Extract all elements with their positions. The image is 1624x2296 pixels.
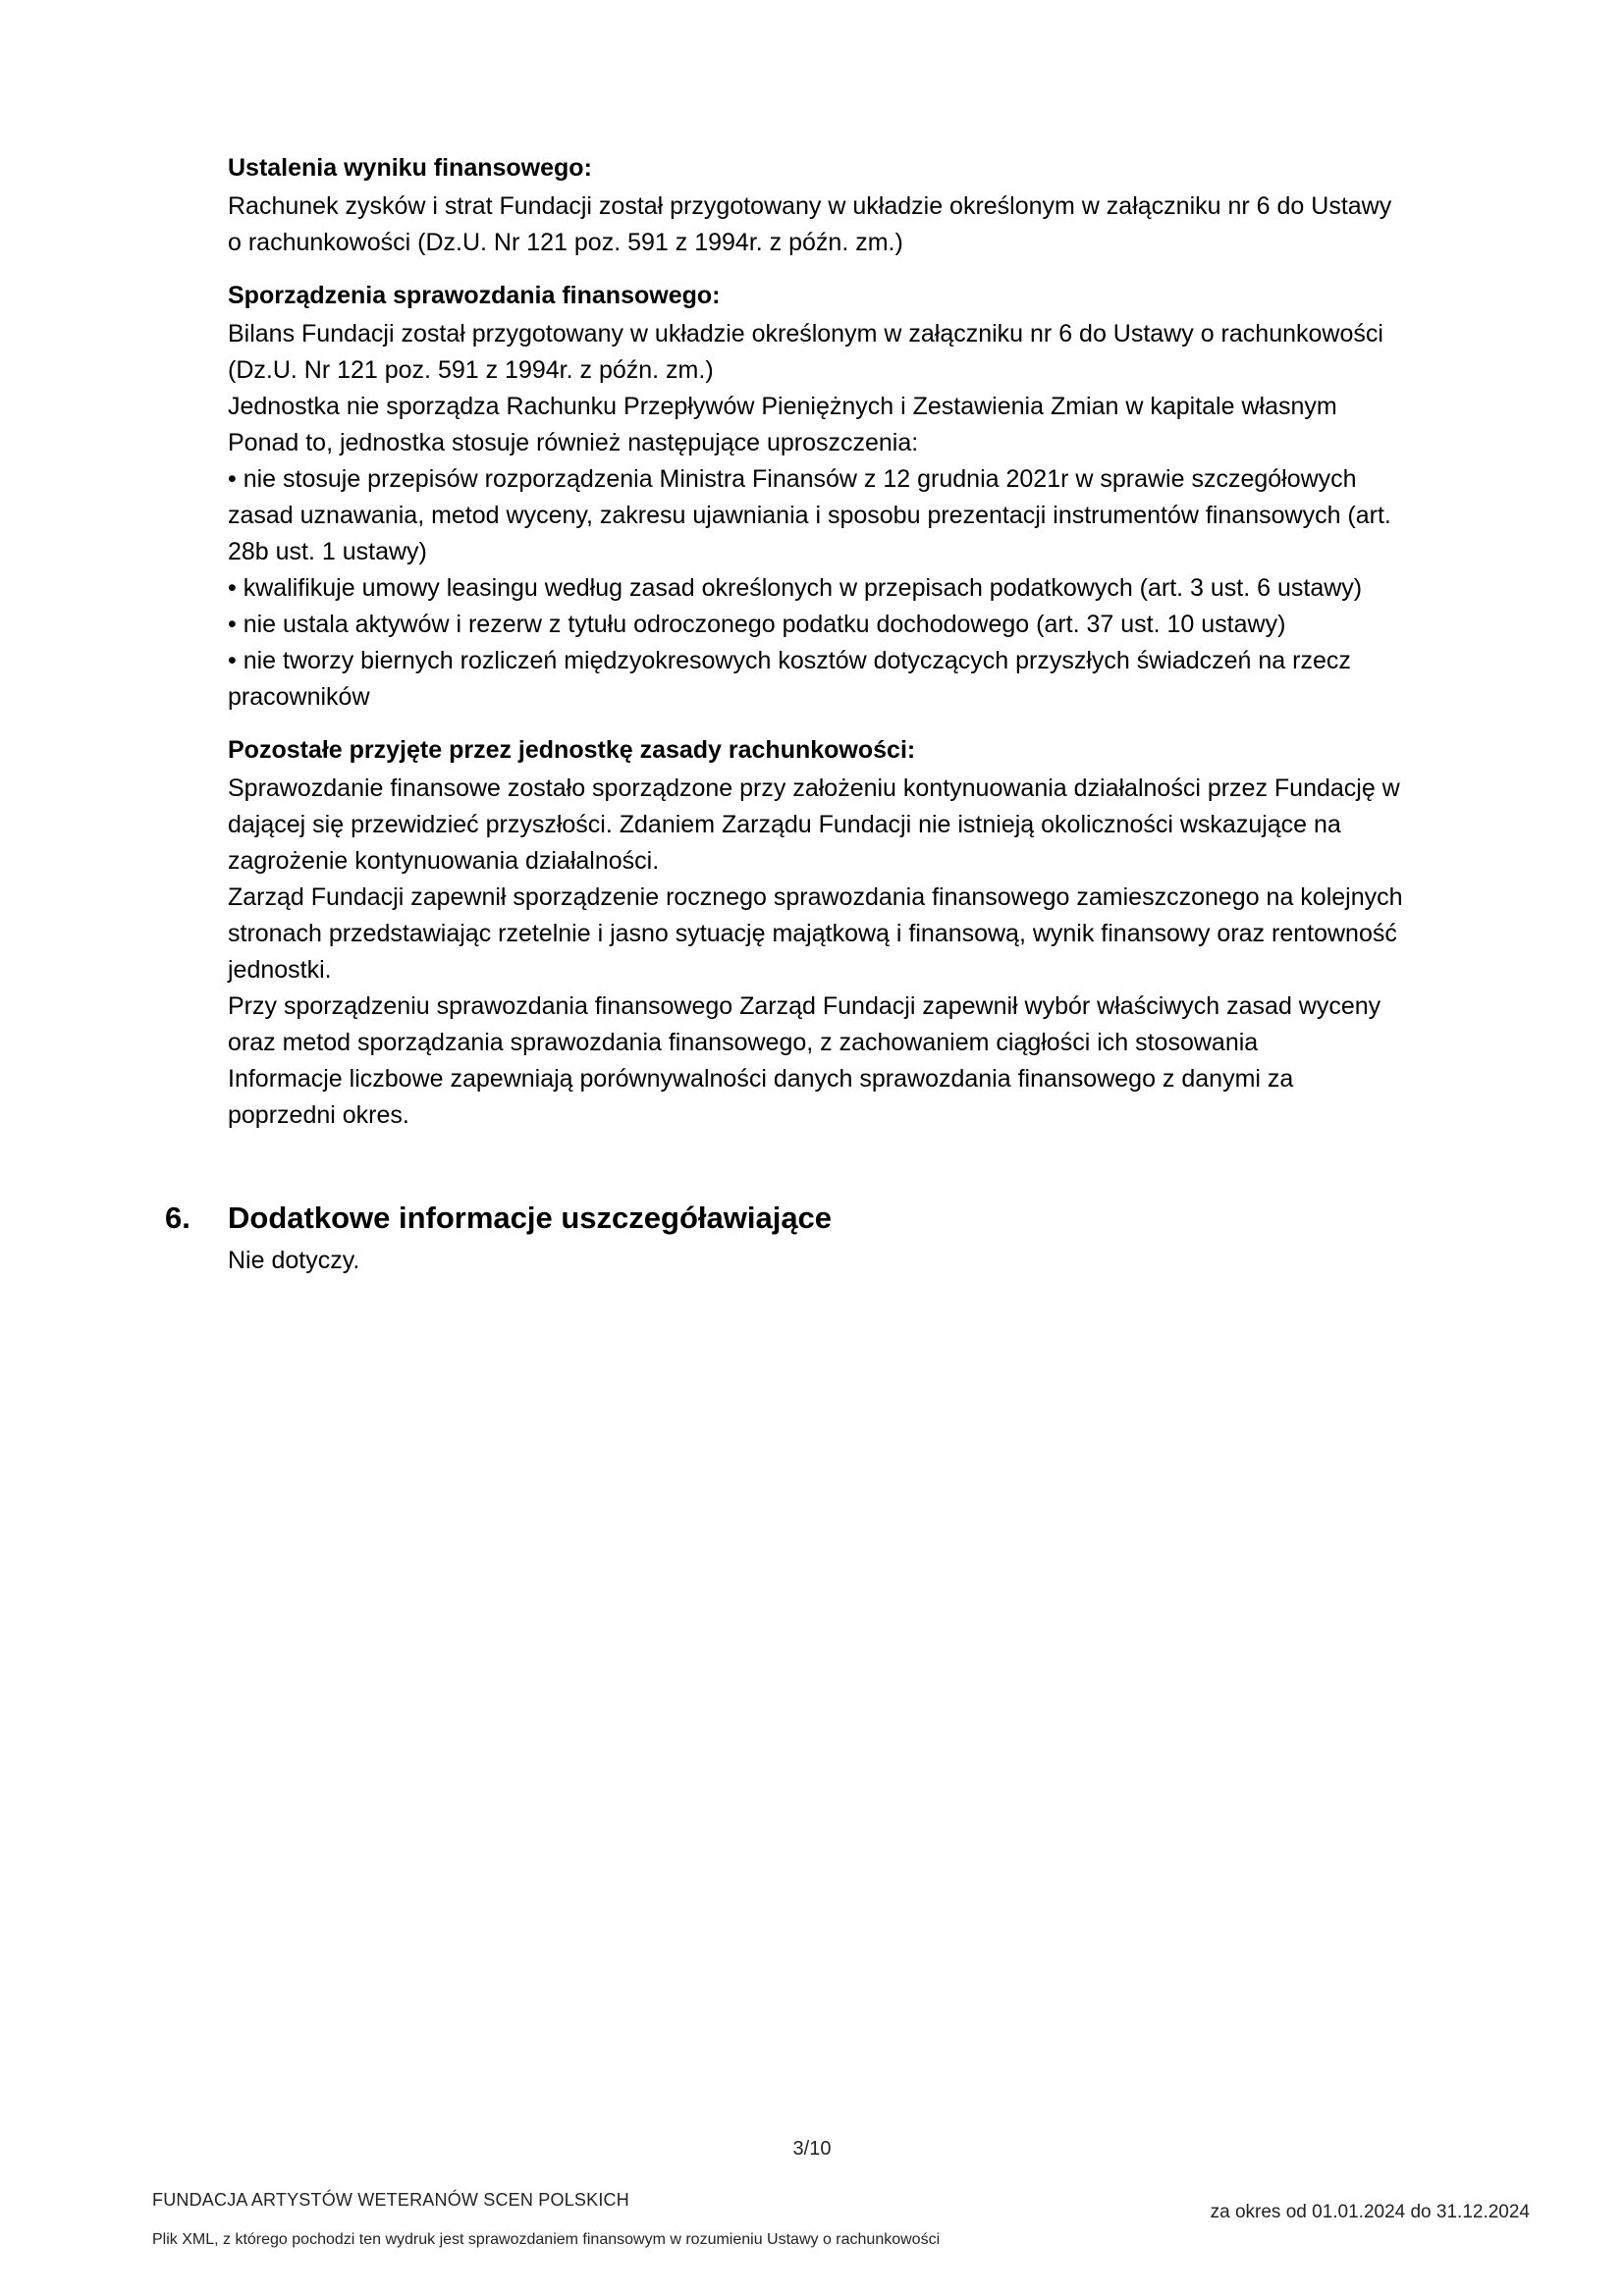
paragraph-line: zasad uznawania, metod wyceny, zakresu ujawniania i sposobu prezentacji instrumentów finansowych (art. [228, 502, 1391, 529]
section-paragraph [228, 771, 1524, 1134]
section-heading: Pozostałe przyjęte przez jednostkę zasady rachunkowości: [228, 736, 916, 764]
chapter-additional-info [165, 1198, 1520, 1279]
accounting-policies-content [228, 149, 1524, 1149]
paragraph-line: dającej się przewidzieć przyszłości. Zdaniem Zarządu Fundacji nie istnieją okoliczności wskazujące na [228, 811, 1341, 838]
section-heading: Sporządzenia sprawozdania finansowego: [228, 282, 721, 309]
paragraph-line: poprzedni okres. [228, 1101, 409, 1129]
bullet-line: • nie tworzy biernych rozliczeń międzyokresowych kosztów dotyczących przyszłych świadczeń na rzecz [228, 647, 1351, 674]
footer-note: Plik XML, z którego pochodzi ten wydruk jest sprawozdaniem finansowym w rozumieniu Ustawy o rachunkowości [152, 2231, 941, 2248]
paragraph-line: jednostki. [228, 956, 332, 984]
paragraph-line: (Dz.U. Nr 121 poz. 591 z 1994r. z późn. zm.) [228, 356, 714, 384]
paragraph-line: Ponad to, jednostka stosuje również następujące uproszczenia: [228, 429, 919, 456]
chapter-body: Nie dotyczy. [228, 1247, 360, 1274]
paragraph-line: zagrożenie kontynuowania działalności. [228, 847, 660, 875]
paragraph-line: Bilans Fundacji został przygotowany w układzie określonym w załączniku nr 6 do Ustawy o rachunkowości [228, 320, 1383, 347]
section-paragraph [228, 316, 1524, 716]
bullet-line: • nie stosuje przepisów rozporządzenia Ministra Finansów z 12 grudnia 2021r w sprawie szczegółowych [228, 465, 1357, 493]
paragraph-line: Jednostka nie sporządza Rachunku Przepływów Pieniężnych i Zestawienia Zmian w kapitale własnym [228, 393, 1337, 420]
paragraph-line: o rachunkowości (Dz.U. Nr 121 poz. 591 z 1994r. z późn. zm.) [228, 229, 903, 256]
footer-organization: FUNDACJA ARTYSTÓW WETERANÓW SCEN POLSKICH [152, 2190, 629, 2210]
paragraph-line: 28b ust. 1 ustawy) [228, 538, 427, 565]
page-number: 3/10 [792, 2138, 832, 2160]
section-other-accounting-principles [228, 731, 1524, 1134]
paragraph-line: Informacje liczbowe zapewniają porównywalności danych sprawozdania finansowego z danymi za [228, 1065, 1294, 1093]
chapter-number: 6. [165, 1201, 190, 1235]
bullet-line: • kwalifikuje umowy leasingu według zasad określonych w przepisach podatkowych (art. 3 ust. 6 ustawy) [228, 574, 1363, 602]
paragraph-line: Sprawozdanie finansowe zostało sporządzone przy założeniu kontynuowania działalności przez Fundację w [228, 774, 1400, 802]
bullet-line: • nie ustala aktywów i rezerw z tytułu odroczonego podatku dochodowego (art. 37 ust. 10 ustawy) [228, 611, 1286, 638]
chapter-heading [165, 1198, 1520, 1239]
footer-period: za okres od 01.01.2024 do 31.12.2024 [1210, 2202, 1530, 2222]
section-financial-statement [228, 277, 1524, 716]
section-heading: Ustalenia wyniku finansowego: [228, 154, 592, 182]
chapter-title: Dodatkowe informacje uszczegóławiające [228, 1201, 833, 1235]
section-financial-result [228, 149, 1524, 261]
paragraph-line: Rachunek zysków i strat Fundacji został przygotowany w układzie określonym w załączniku nr 6 do Ustawy [228, 192, 1392, 220]
section-paragraph [228, 188, 1524, 261]
paragraph-line: Przy sporządzeniu sprawozdania finansowego Zarząd Fundacji zapewnił wybór właściwych zasad wyceny [228, 992, 1381, 1020]
paragraph-line: Zarząd Fundacji zapewnił sporządzenie rocznego sprawozdania finansowego zamieszczonego na kolejnych [228, 883, 1403, 911]
paragraph-line: pracowników [228, 683, 370, 711]
paragraph-line: oraz metod sporządzania sprawozdania finansowego, z zachowaniem ciągłości ich stosowania [228, 1029, 1259, 1056]
paragraph-line: stronach przedstawiając rzetelnie i jasno sytuację majątkową i finansową, wynik finansowy oraz rentowność [228, 920, 1397, 947]
